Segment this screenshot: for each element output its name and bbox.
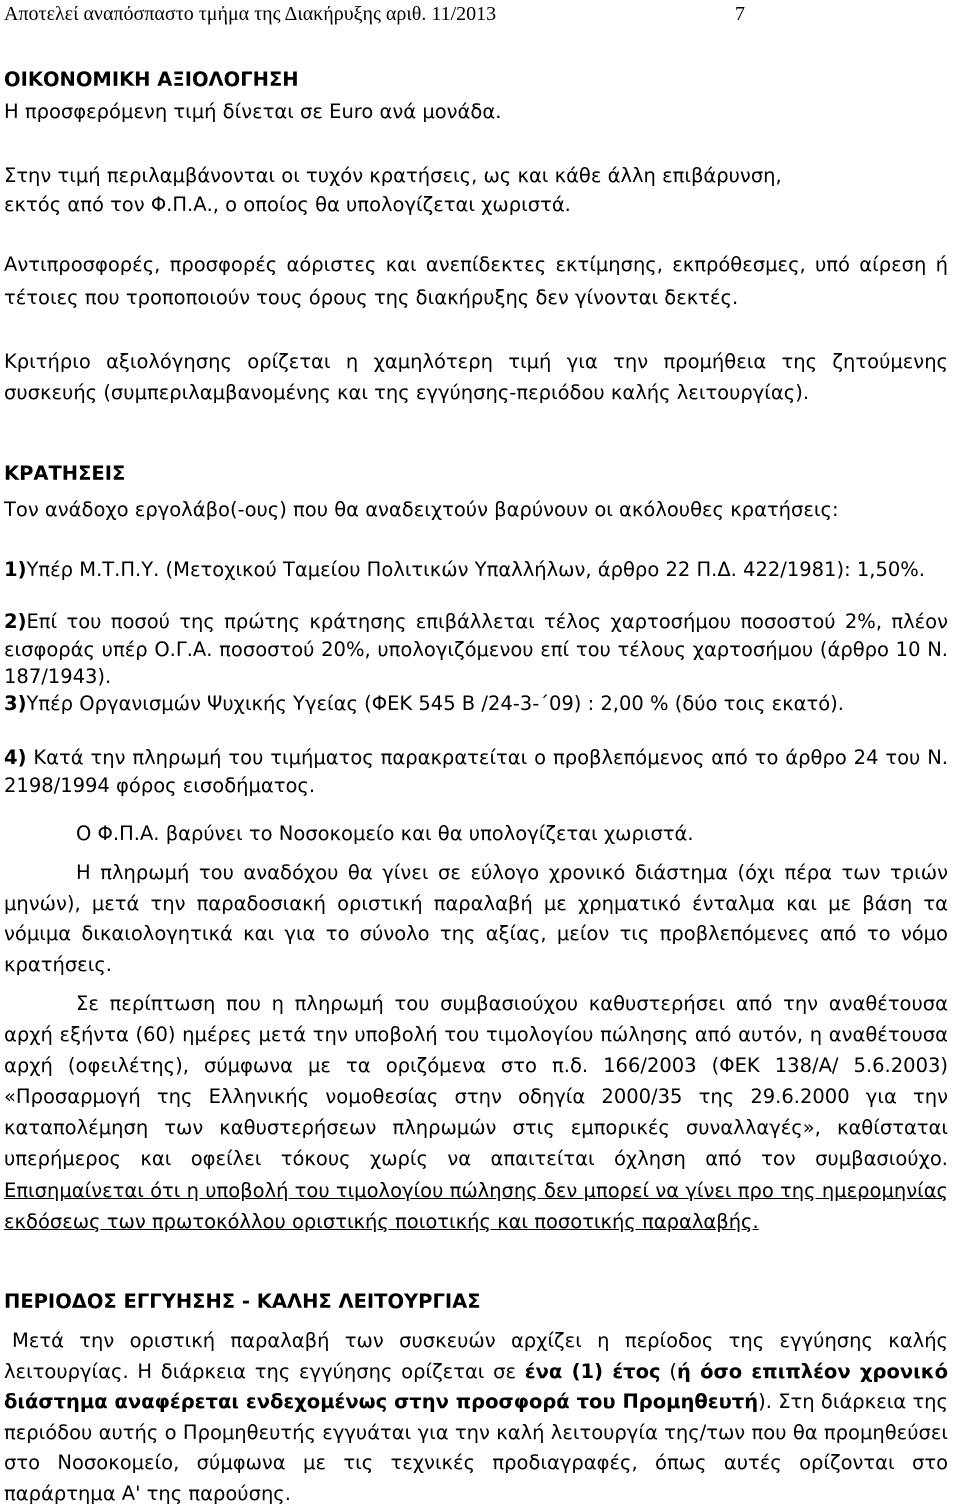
counteroffers-paragraph: Αντιπροσφορές, προσφορές αόριστες και ανεπίδεκτες εκτίμησης, εκπρόθεσμες, υπό αίρεση ή τέτοιες που τροποποιούν τους όρους της διακήρυξης δεν γίνονται δεκτές. <box>4 253 948 309</box>
page-header <box>4 2 824 26</box>
price-includes-line: Στην τιμή περιλαμβάνονται οι τυχόν κρατήσεις, ως και κάθε άλλη επιβάρυνση, <box>4 164 782 187</box>
deduction-number: 3) <box>4 692 27 715</box>
payment-paragraph-2 <box>4 988 948 1237</box>
late-payment-text: Σε περίπτωση που η πληρωμή του συμβασιούχου καθυστερήσει από την αναθέτουσα αρχή εξήντα (60) ημέρες μετά την υποβολή του τιμολογίου πώλησης από αυτόν, η αναθέτουσα αρχή (οφειλέτης), σύμφωνα με τα οριζόμενα στο π.δ. 166/2003 (ΦΕΚ 138/Α/ 5.6.2003) «Προσαρμογή της Ελληνικής νομοθεσίας στην οδηγία 2000/35 της 29.6.2000 για την καταπολέμηση των καθυστερήσεων πληρωμών στις εμπορικές συναλλαγές», καθίσταται υπερήμερος και οφείλει τόκους χωρίς να απαιτείται όχληση από τον συμβασιούχο. <box>4 992 948 1171</box>
deduction-text: Κατά την πληρωμή του τιμήματος παρακρατείται ο προβλεπόμενος από το άρθρο 24 του Ν. 2198/1994 φόρος εισοδήματος. <box>4 746 948 797</box>
warranty-text: ). Στη διάρκεια της περιόδου αυτής ο Προμηθευτής εγγυάται για την καλή λειτουργία της/των που θα προμηθεύσει στο Νοσοκομείο, σύμφωνα με τις τεχνικές προδιαγραφές, όπως αυτές ορίζονται στο παράρτημα Α' της παρούσης. <box>4 1390 948 1505</box>
financial-evaluation-section <box>4 64 948 221</box>
warranty-text: ( <box>660 1359 677 1383</box>
deduction-text: Επί του ποσού της πρώτης κράτησης επιβάλλεται τέλος χαρτοσήμου ποσοστού 2%, πλέον εισφοράς υπέρ Ο.Γ.Α. ποσοστού 20%, υπολογιζόμενου επί του τέλους χαρτοσήμου (άρθρο 10 Ν. 187/1943). <box>4 610 948 689</box>
warranty-paragraph <box>4 1326 948 1509</box>
vat-excluded-line: εκτός από τον Φ.Π.Α., ο οποίος θα υπολογίζεται χωριστά. <box>4 193 571 216</box>
price-unit-line: Η προσφερόμενη τιμή δίνεται σε Euro ανά μονάδα. <box>4 100 502 123</box>
page-number: 7 <box>735 3 745 25</box>
deduction-item-4 <box>4 744 948 799</box>
deduction-number: 1) <box>4 558 27 581</box>
payment-paragraph-1: Η πληρωμή του αναδόχου θα γίνει σε εύλογο χρονικό διάστημα (όχι πέρα των τριών μηνών), μετά την παραδοσιακή οριστική παραλαβή με χρηματικό ένταλμα και με βάση τα νόμιμα δικαιολογητικά και για το σύνολο της αξίας, μείον τις προβλεπόμενες από το νόμο κρατήσεις. <box>4 861 948 976</box>
header-title: Αποτελεί αναπόσπαστο τμήμα της Διακήρυξης αριθ. 11/2013 <box>4 3 497 25</box>
warranty-text: Μετά την οριστική παραλαβή των συσκευών αρχίζει η περίοδος της εγγύησης καλής λειτουργίας. Η διάρκεια της εγγύησης ορίζεται σε <box>4 1329 948 1383</box>
warranty-duration: ένα (1) έτος <box>524 1359 661 1383</box>
deduction-number: 4) <box>4 746 27 769</box>
warranty-section <box>4 1286 948 1318</box>
deduction-text: Υπέρ Μ.Τ.Π.Υ. (Μετοχικού Ταμείου Πολιτικών Υπαλλήλων, άρθρο 22 Π.Δ. 422/1981): 1,50%. <box>26 558 925 581</box>
warranty-heading: ΠΕΡΙΟΔΟΣ ΕΓΓΥΗΣΗΣ - ΚΑΛΗΣ ΛΕΙΤΟΥΡΓΙΑΣ <box>4 1290 481 1313</box>
deductions-heading: ΚΡΑΤΗΣΕΙΣ <box>4 462 126 485</box>
deduction-item-3 <box>4 690 948 718</box>
deduction-item-2 <box>4 608 948 691</box>
deduction-text: Υπέρ Οργανισμών Ψυχικής Υγείας (ΦΕΚ 545 Β /24-3-΄09) : 2,00 % (δύο τοις εκατό). <box>26 692 844 715</box>
vat-note: Ο Φ.Π.Α. βαρύνει το Νοσοκομείο και θα υπολογίζεται χωριστά. <box>76 822 694 845</box>
criterion-paragraph: Κριτήριο αξιολόγησης ορίζεται η χαμηλότερη τιμή για την προμήθεια της ζητούμενης συσκευής (συμπεριλαμβανομένης και της εγγύησης-περιόδου καλής λειτουργίας). <box>4 350 948 404</box>
deductions-intro: Τον ανάδοχο εργολάβο(-ους) που θα αναδειχτούν βαρύνουν οι ακόλουθες κρατήσεις: <box>4 498 839 521</box>
deduction-number: 2) <box>4 610 27 633</box>
financial-heading: ΟΙΚΟΝΟΜΙΚΗ ΑΞΙΟΛΟΓΗΣΗ <box>4 68 299 91</box>
warranty-extension: ή όσο επιπλέον χρονικό διάστημα αναφέρεται ενδεχομένως στην προσφορά του Προμηθευτή <box>4 1359 948 1413</box>
deduction-item-1 <box>4 556 948 584</box>
invoice-note-underlined: Επισημαίνεται ότι η υποβολή του τιμολογίου πώλησης δεν μπορεί να γίνει προ της ημερομηνίας εκδόσεως των πρωτοκόλλου οριστικής ποιοτικής και ποσοτικής παραλαβής. <box>4 1178 948 1233</box>
deductions-section <box>4 458 948 490</box>
